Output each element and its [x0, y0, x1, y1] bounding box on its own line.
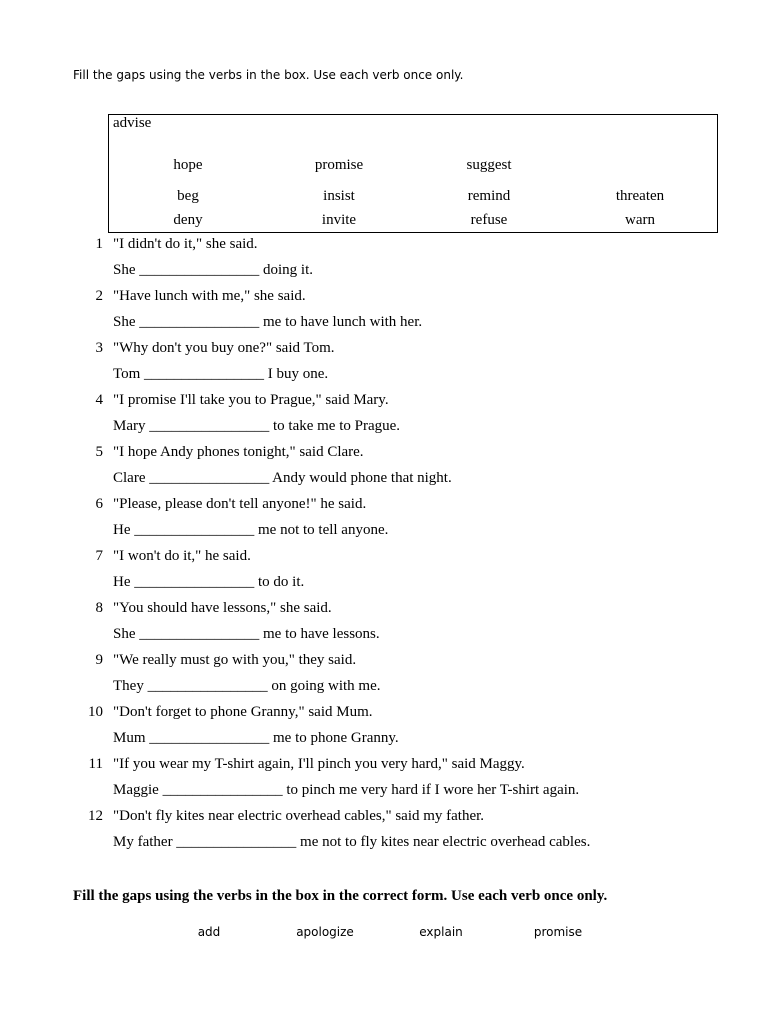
- item-answer: Tom ________________ I buy one.: [113, 366, 329, 382]
- item-prompt: "You should have lessons," she said.: [113, 600, 332, 616]
- item-number: 10: [88, 704, 103, 720]
- verb-box-first-word: advise: [113, 115, 152, 131]
- item-answer: She ________________ doing it.: [113, 262, 314, 278]
- verb-word: promise: [314, 157, 364, 173]
- verb-box: [108, 114, 718, 233]
- verb-word: invite: [321, 212, 357, 228]
- verb-box-row: [109, 157, 717, 177]
- item-number: 4: [95, 392, 103, 408]
- item-prompt: "Don't fly kites near electric overhead cables," said my father.: [113, 808, 485, 824]
- item-answer: He ________________ me not to tell anyone.: [113, 522, 389, 538]
- verb-word: refuse: [470, 212, 508, 228]
- verb-word: apologize: [296, 925, 354, 939]
- item-prompt: "I hope Andy phones tonight," said Clare.: [113, 444, 364, 460]
- item-answer: They ________________ on going with me.: [113, 678, 381, 694]
- item-prompt: "Have lunch with me," she said.: [113, 288, 306, 304]
- instruction-1: Fill the gaps using the verbs in the box. Use each verb once only.: [73, 68, 464, 82]
- verb-word: promise: [533, 925, 583, 939]
- verb-word: threaten: [615, 188, 665, 204]
- item-number: 3: [95, 340, 103, 356]
- item-prompt: "We really must go with you," they said.: [113, 652, 357, 668]
- item-number: 9: [95, 652, 103, 668]
- item-prompt: "I promise I'll take you to Prague," said Mary.: [113, 392, 389, 408]
- item-answer: He ________________ to do it.: [113, 574, 305, 590]
- item-number: 12: [88, 808, 103, 824]
- item-number: 6: [95, 496, 103, 512]
- verb-box-row: [109, 212, 717, 232]
- verb-word: beg: [177, 188, 199, 204]
- verb-word: remind: [467, 188, 511, 204]
- item-answer: She ________________ me to have lessons.: [113, 626, 380, 642]
- item-answer: Clare ________________ Andy would phone that night.: [113, 470, 452, 486]
- verb-word: add: [197, 925, 221, 939]
- item-answer: She ________________ me to have lunch with her.: [113, 314, 423, 330]
- item-answer: My father ________________ me not to fly kites near electric overhead cables.: [113, 834, 591, 850]
- item-prompt: "Please, please don't tell anyone!" he said.: [113, 496, 367, 512]
- item-prompt: "Why don't you buy one?" said Tom.: [113, 340, 335, 356]
- item-prompt: "If you wear my T-shirt again, I'll pinch you very hard," said Maggy.: [113, 756, 525, 772]
- verb-word: deny: [173, 212, 203, 228]
- item-answer: Maggie ________________ to pinch me very hard if I wore her T-shirt again.: [113, 782, 580, 798]
- item-number: 5: [95, 444, 103, 460]
- item-number: 8: [95, 600, 103, 616]
- verb-word: insist: [323, 188, 355, 204]
- item-number: 7: [95, 548, 103, 564]
- item-number: 11: [88, 756, 103, 772]
- item-prompt: "I didn't do it," she said.: [113, 236, 258, 252]
- item-prompt: "I won't do it," he said.: [113, 548, 251, 564]
- verb-word: warn: [625, 212, 655, 228]
- item-answer: Mary ________________ to take me to Prague.: [113, 418, 401, 434]
- item-number: 1: [95, 236, 103, 252]
- item-prompt: "Don't forget to phone Granny," said Mum.: [113, 704, 373, 720]
- item-answer: Mum ________________ me to phone Granny.: [113, 730, 399, 746]
- verb-word: explain: [419, 925, 463, 939]
- instruction-2: Fill the gaps using the verbs in the box in the correct form. Use each verb once only.: [73, 888, 608, 904]
- verb-word: suggest: [466, 157, 512, 173]
- item-number: 2: [95, 288, 103, 304]
- verb-word: hope: [173, 157, 203, 173]
- verb-box-row: [109, 188, 717, 208]
